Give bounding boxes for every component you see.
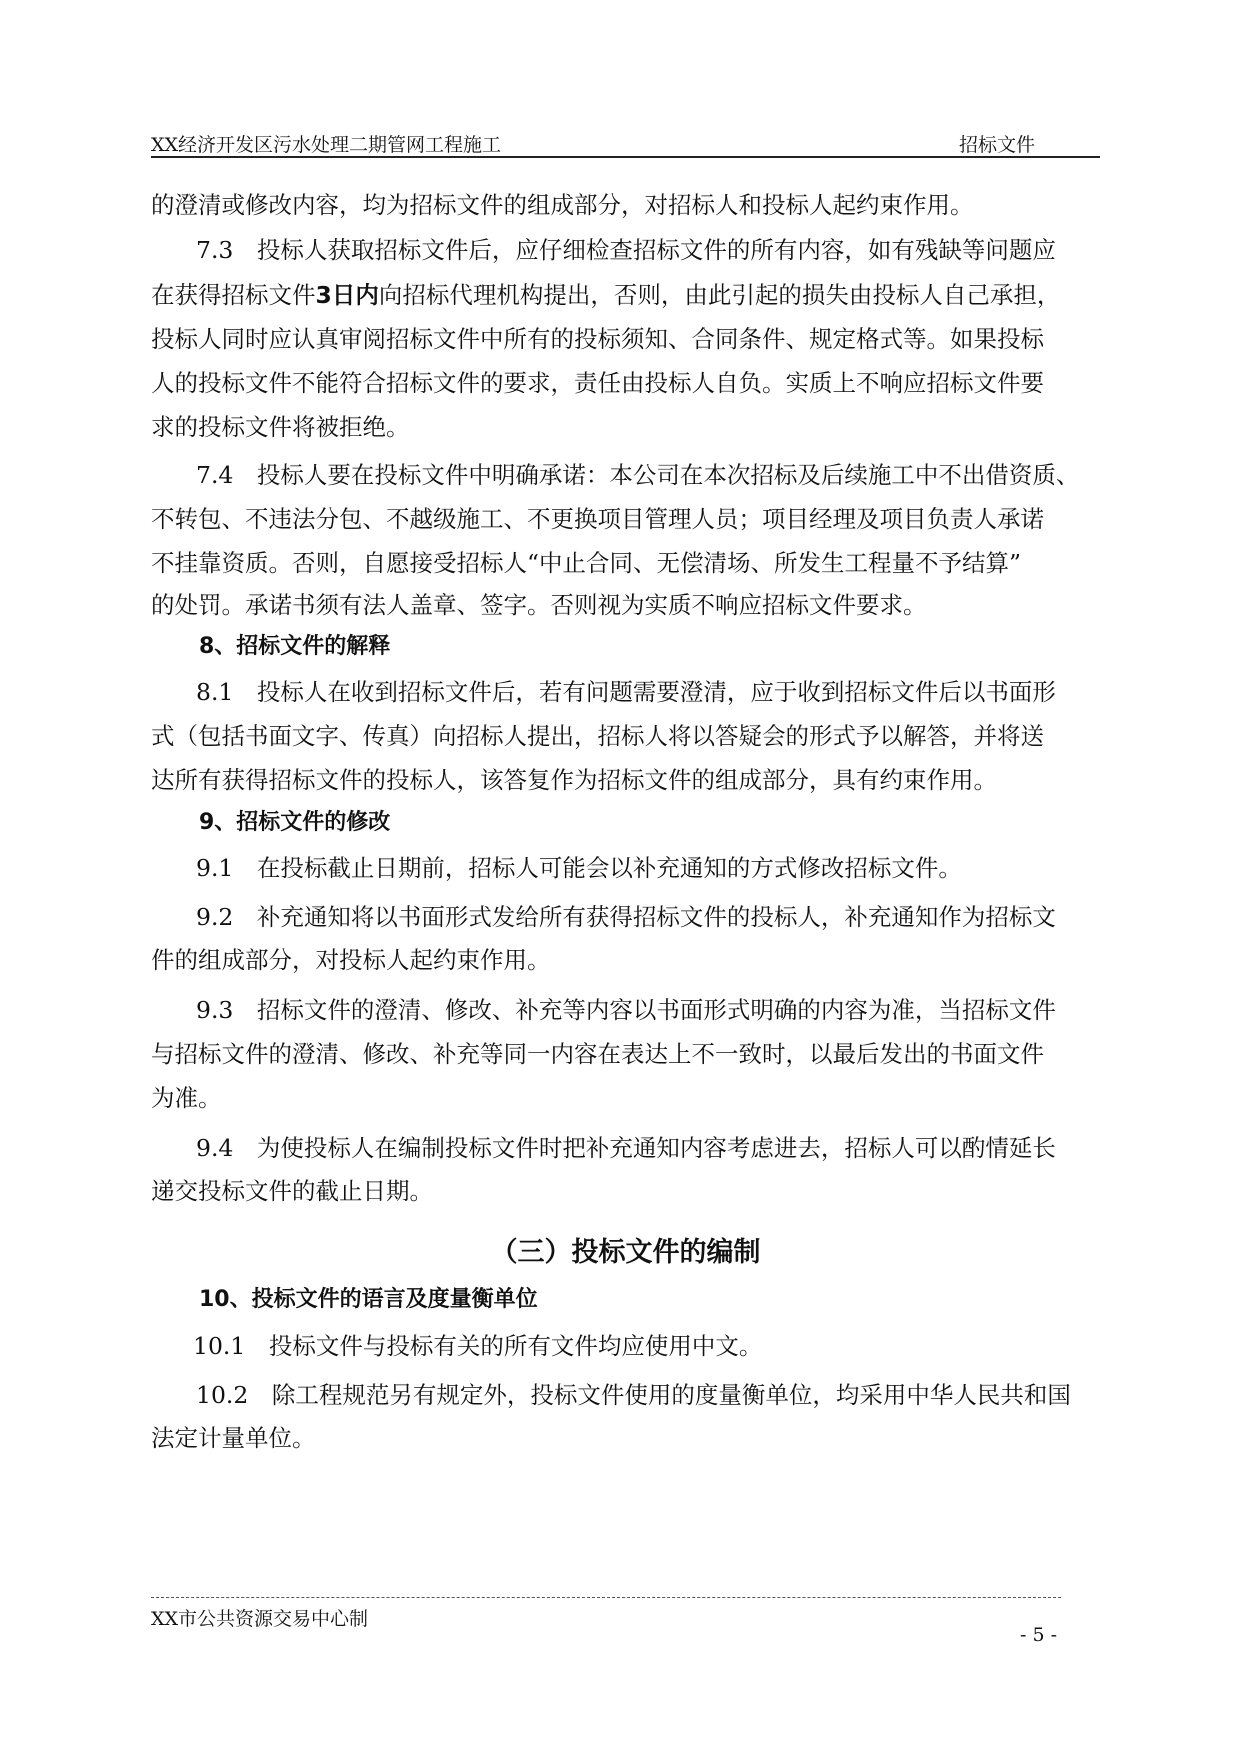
paragraph-line: 的处罚。承诺书须有法人盖章、签字。否则视为实质不响应招标文件要求。 xyxy=(151,591,927,619)
paragraph-line: 不转包、不违法分包、不越级施工、不更换项目管理人员；项目经理及项目负责人承诺 xyxy=(151,505,1044,533)
paragraph-line: 10.1 投标文件与投标有关的所有文件均应使用中文。 xyxy=(193,1332,763,1360)
page-header xyxy=(151,126,1100,158)
paragraph-line: 7.4 投标人要在投标文件中明确承诺：本公司在本次招标及后续施工中不出借资质、 xyxy=(196,461,1080,489)
paragraph-line xyxy=(151,280,1060,310)
paragraph-line: 投标人同时应认真审阅招标文件中所有的投标须知、合同条件、规定格式等。如果投标 xyxy=(151,325,1044,353)
paragraph-line: 与招标文件的澄清、修改、补充等同一内容在表达上不一致时，以最后发出的书面文件 xyxy=(151,1040,1044,1068)
paragraph-line: 9.3 招标文件的澄清、修改、补充等内容以书面形式明确的内容为准，当招标文件 xyxy=(196,996,1056,1024)
paragraph-text: 在获得招标文件 xyxy=(151,281,316,309)
paragraph-line: 8.1 投标人在收到招标文件后，若有问题需要澄清，应于收到招标文件后以书面形 xyxy=(196,678,1056,706)
section-heading: 9、招标文件的修改 xyxy=(199,810,391,835)
paragraph-line: 人的投标文件不能符合招标文件的要求，责任由投标人自负。实质上不响应招标文件要 xyxy=(151,369,1044,397)
section-heading: 8、招标文件的解释 xyxy=(199,634,391,659)
paragraph-line: 9.2 补充通知将以书面形式发给所有获得招标文件的投标人，补充通知作为招标文 xyxy=(196,903,1056,931)
paragraph-line: 7.3 投标人获取招标文件后，应仔细检查招标文件的所有内容，如有残缺等问题应 xyxy=(196,236,1056,264)
section-heading: 10、投标文件的语言及度量衡单位 xyxy=(199,1287,538,1312)
page-number: - 5 - xyxy=(1020,1624,1058,1646)
header-doc-type: 招标文件 xyxy=(958,134,1035,156)
footer-issuer: XX市公共资源交易中心制 xyxy=(151,1608,369,1630)
paragraph-line: 不挂靠资质。否则，自愿接受招标人“中止合同、无偿清场、所发生工程量不予结算” xyxy=(151,549,1022,577)
footer-divider xyxy=(151,1597,1061,1598)
paragraph-line: 式（包括书面文字、传真）向招标人提出，招标人将以答疑会的形式予以解答，并将送 xyxy=(151,722,1044,750)
paragraph-line: 递交投标文件的截止日期。 xyxy=(151,1177,433,1205)
paragraph-line: 9.1 在投标截止日期前，招标人可能会以补充通知的方式修改招标文件。 xyxy=(196,854,962,882)
paragraph-line: 的澄清或修改内容，均为招标文件的组成部分，对招标人和投标人起约束作用。 xyxy=(151,191,974,219)
paragraph-line: 为准。 xyxy=(151,1084,222,1112)
paragraph-line: 求的投标文件将被拒绝。 xyxy=(151,413,410,441)
paragraph-line: 达所有获得招标文件的投标人，该答复作为招标文件的组成部分，具有约束作用。 xyxy=(151,766,997,794)
emphasis-text: 3日内 xyxy=(315,281,379,309)
header-title: XX经济开发区污水处理二期管网工程施工 xyxy=(151,134,502,156)
paragraph-line: 10.2 除工程规范另有规定外，投标文件使用的度量衡单位，均采用中华人民共和国 xyxy=(196,1381,1071,1409)
paragraph-text: 向招标代理机构提出，否则，由此引起的损失由投标人自己承担， xyxy=(378,281,1061,309)
paragraph-line: 法定计量单位。 xyxy=(151,1424,316,1452)
paragraph-line: 9.4 为使投标人在编制投标文件时把补充通知内容考虑进去，招标人可以酌情延长 xyxy=(196,1134,1056,1162)
chapter-title: （三）投标文件的编制 xyxy=(490,1237,761,1268)
paragraph-line: 件的组成部分，对投标人起约束作用。 xyxy=(151,946,551,974)
